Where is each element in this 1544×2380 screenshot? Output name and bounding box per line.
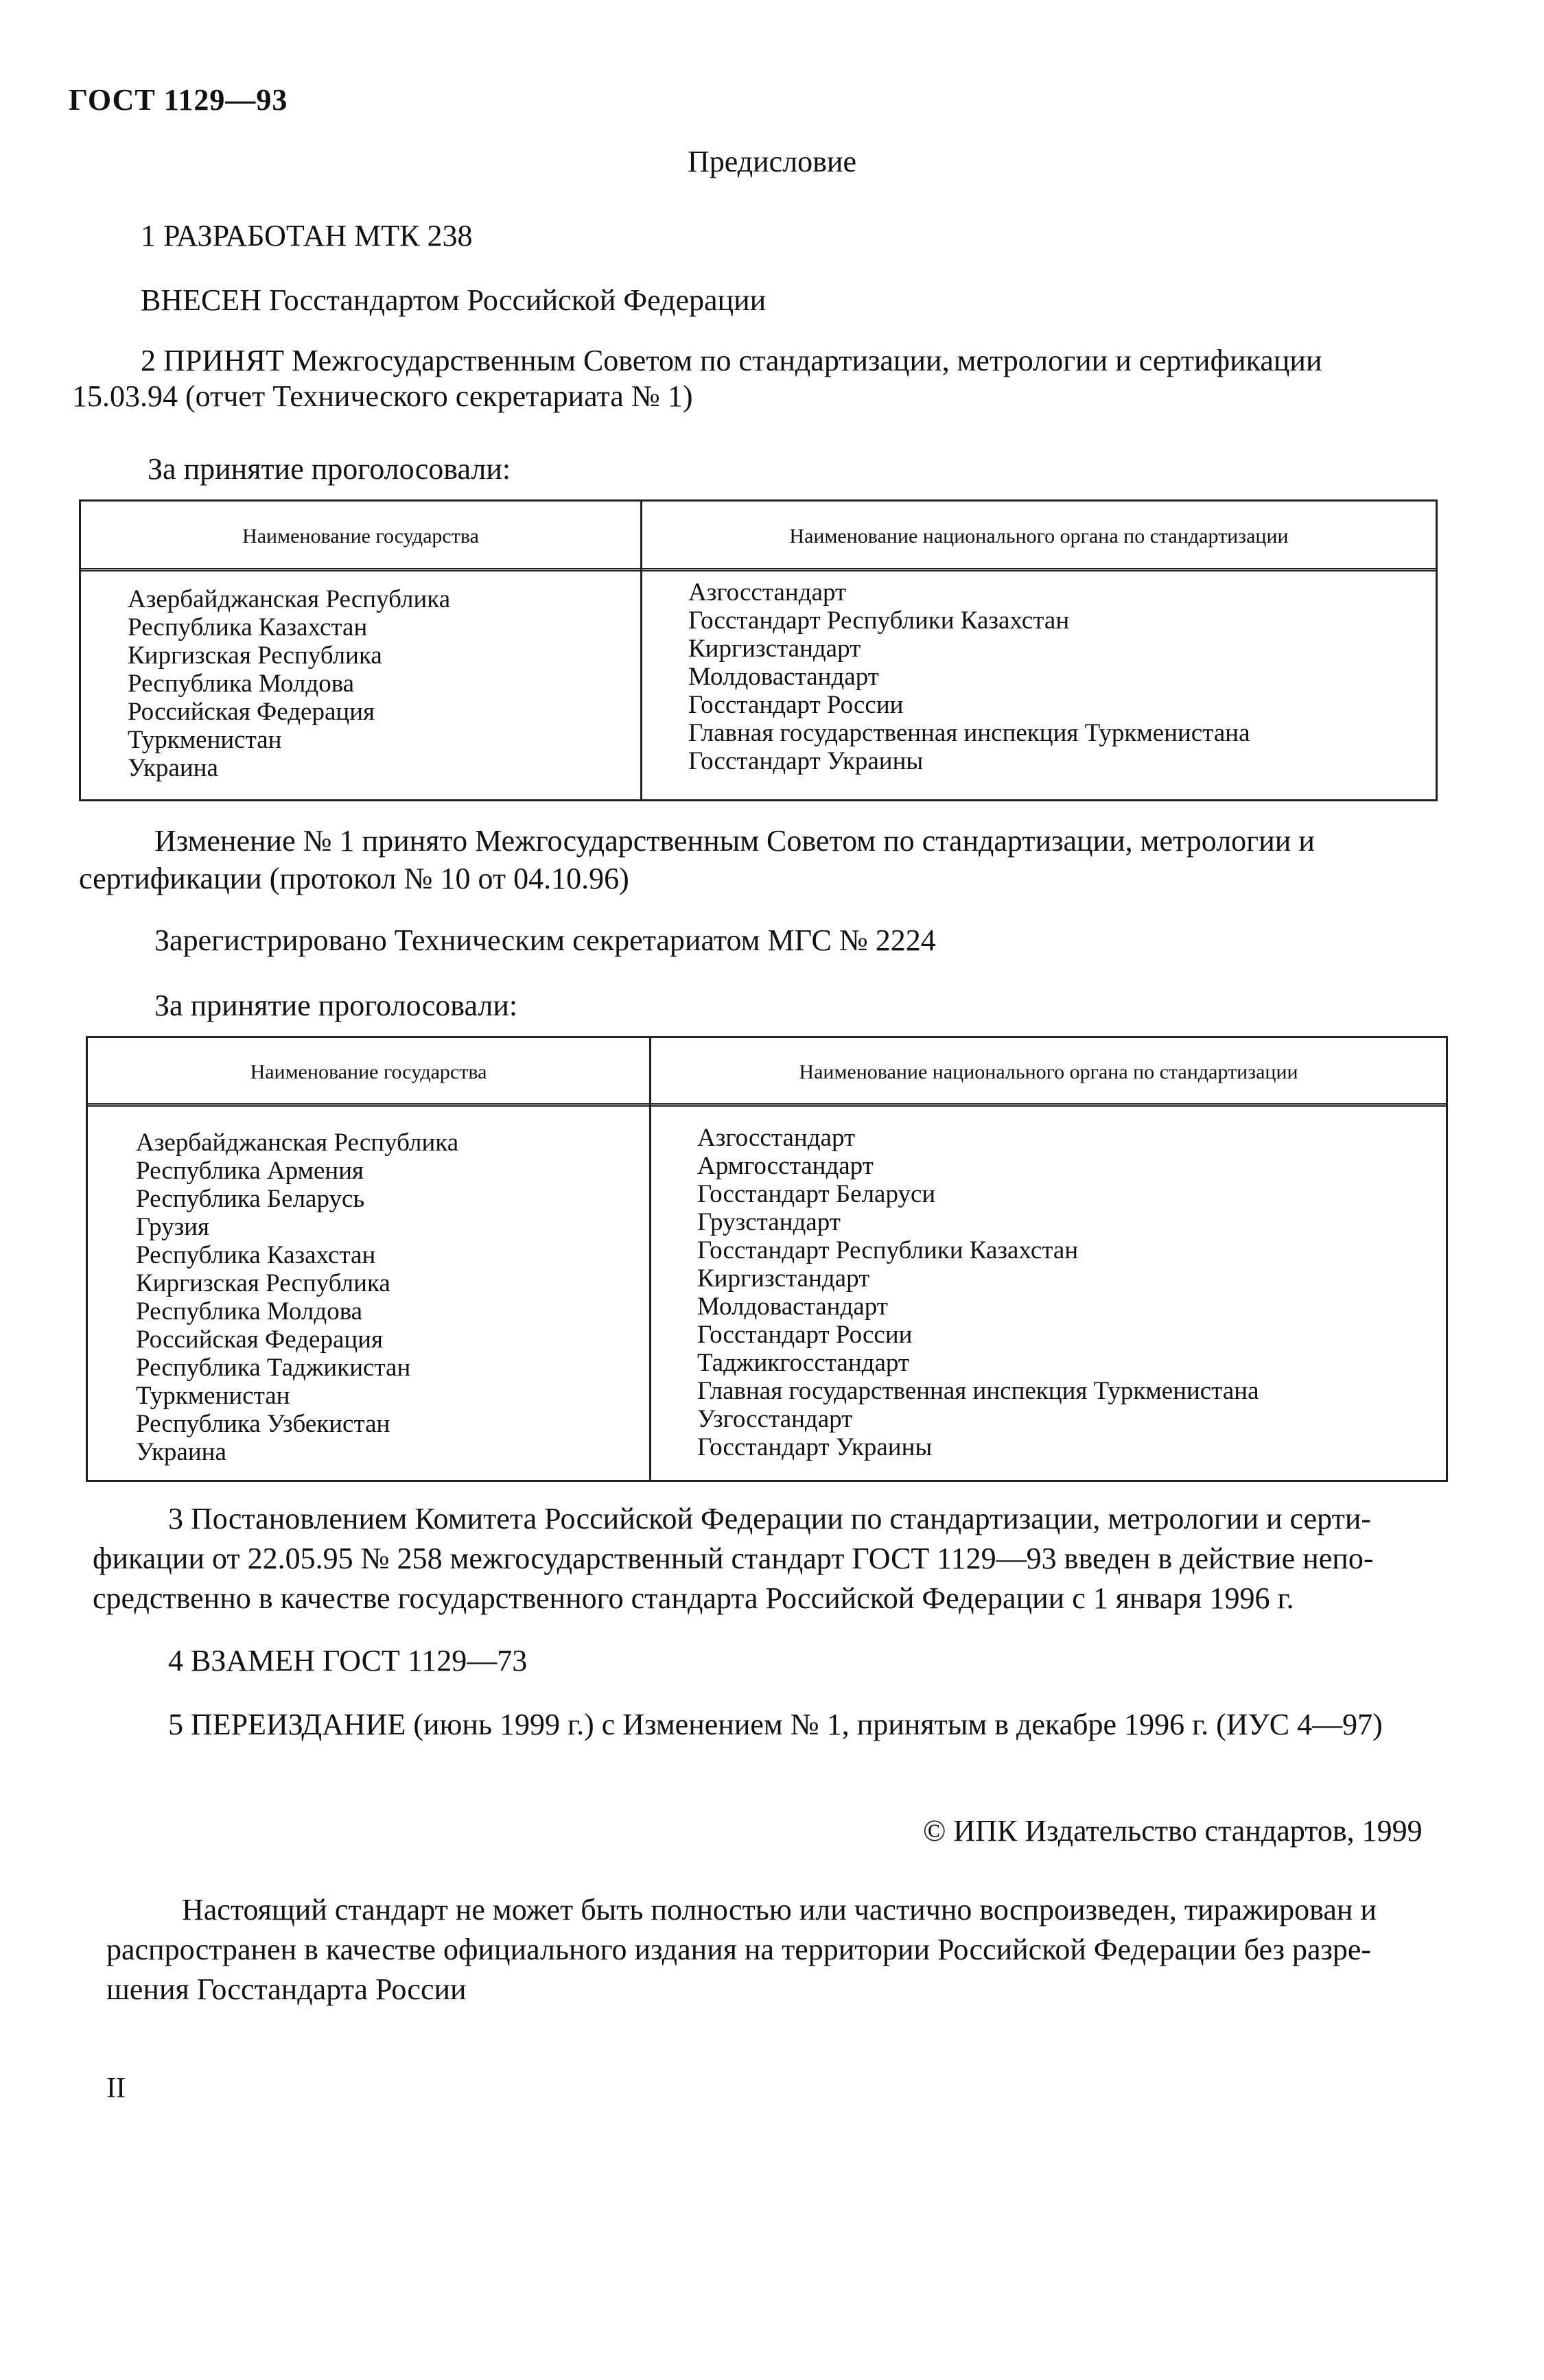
notice-line: распространен в качестве официального издания на территории Российской Федерации без разре- [106, 1933, 1372, 1966]
standards-body-name: Киргизстандарт [688, 635, 861, 663]
amendment-line2: сертификации (протокол № 10 от 04.10.96) [79, 862, 629, 895]
foreword-title: Предисловие [688, 145, 856, 178]
voted-for-label-1: За принятие проголосовали: [148, 452, 511, 486]
resolution-line: 3 Постановлением Комитета Российской Федерации по стандартизации, метрологии и серти- [168, 1502, 1372, 1535]
standards-body-name: Азгосстандарт [697, 1124, 856, 1152]
body-list [688, 578, 1250, 775]
standards-body-name: Главная государственная инспекция Туркменистана [697, 1377, 1259, 1405]
column-header-body: Наименование национального органа по стандартизации [799, 1061, 1298, 1083]
state-name: Республика Беларусь [136, 1185, 365, 1213]
state-name: Республика Армения [136, 1157, 364, 1185]
standards-body-name: Госстандарт Украины [688, 747, 924, 775]
standards-body-name: Госстандарт Республики Казахстан [697, 1236, 1079, 1264]
registered-line: Зарегистрировано Техническим секретариатом МГС № 2224 [154, 923, 936, 957]
state-name: Киргизская Республика [128, 641, 382, 670]
standards-body-name: Молдовастандарт [688, 663, 879, 691]
copyright-line: © ИПК Издательство стандартов, 1999 [923, 1814, 1423, 1848]
standards-body-name: Главная государственная инспекция Туркменистана [688, 719, 1250, 747]
standards-body-name: Армгосстандарт [697, 1152, 874, 1180]
state-list [128, 585, 450, 782]
standards-body-name: Госстандарт России [688, 691, 904, 719]
state-name: Республика Таджикистан [136, 1354, 411, 1382]
state-name: Украина [128, 754, 218, 782]
item-adopted-line2: 15.03.94 (отчет Технического секретариата № 1) [72, 379, 693, 413]
standards-body-name: Госстандарт Республики Казахстан [688, 606, 1070, 635]
voting-table-1 [79, 499, 1438, 801]
state-name: Украина [136, 1438, 226, 1466]
state-list [136, 1129, 458, 1466]
state-name: Республика Казахстан [136, 1241, 376, 1269]
state-name: Республика Молдова [128, 670, 355, 698]
standard-code-header: ГОСТ 1129—93 [69, 83, 288, 117]
state-name: Грузия [136, 1213, 210, 1241]
notice-line: шения Госстандарта России [106, 1972, 467, 2006]
page-number: II [106, 2073, 126, 2104]
resolution-paragraph [93, 1499, 1465, 1618]
standards-body-name: Грузстандарт [697, 1208, 841, 1236]
standards-body-name: Госстандарт России [697, 1321, 913, 1349]
resolution-line: фикации от 22.05.95 № 258 межгосударственный стандарт ГОСТ 1129—93 введен в действие непо- [93, 1542, 1374, 1575]
voting-table-2 [86, 1036, 1448, 1482]
replaces-line: 4 ВЗАМЕН ГОСТ 1129—73 [168, 1644, 528, 1677]
reissue-line: 5 ПЕРЕИЗДАНИЕ (июнь 1999 г.) с Изменением № 1, принятым в декабре 1996 г. (ИУС 4—97) [168, 1708, 1383, 1741]
reproduction-notice [106, 1890, 1465, 2010]
state-name: Республика Молдова [136, 1297, 363, 1326]
state-name: Республика Казахстан [128, 613, 368, 641]
state-name: Азербайджанская Республика [128, 585, 451, 613]
item-adopted-line1: 2 ПРИНЯТ Межгосударственным Советом по стандартизации, метрологии и сертификации [141, 344, 1322, 377]
standards-body-name: Азгосстандарт [688, 578, 847, 606]
standards-body-name: Госстандарт Украины [697, 1433, 933, 1461]
state-name: Туркменистан [128, 726, 282, 754]
voted-for-label-2: За принятие проголосовали: [154, 989, 518, 1022]
item-developed: 1 РАЗРАБОТАН МТК 238 [141, 219, 473, 252]
state-name: Российская Федерация [136, 1326, 384, 1354]
standards-body-name: Таджикгосстандарт [697, 1349, 910, 1377]
column-header-body: Наименование национального органа по стандартизации [789, 525, 1289, 547]
standards-body-name: Молдовастандарт [697, 1293, 888, 1321]
column-header-state: Наименование государства [242, 525, 479, 547]
item-introduced: ВНЕСЕН Госстандартом Российской Федерации [141, 283, 767, 317]
body-list [697, 1124, 1259, 1461]
notice-line: Настоящий стандарт не может быть полностью или частично воспроизведен, тиражирован и [182, 1893, 1377, 1927]
state-name: Азербайджанская Республика [136, 1129, 459, 1157]
state-name: Республика Узбекистан [136, 1410, 390, 1438]
standards-body-name: Киргизстандарт [697, 1264, 870, 1293]
column-header-state: Наименование государства [250, 1061, 487, 1083]
state-name: Киргизская Республика [136, 1269, 390, 1297]
state-name: Туркменистан [136, 1382, 290, 1410]
state-name: Российская Федерация [128, 698, 375, 726]
resolution-line: средственно в качестве государственного стандарта Российской Федерации с 1 января 1996 г. [93, 1581, 1294, 1615]
amendment-line1: Изменение № 1 принято Межгосударственным Советом по стандартизации, метрологии и [154, 824, 1315, 858]
standards-body-name: Узгосстандарт [697, 1405, 853, 1433]
standards-body-name: Госстандарт Беларуси [697, 1180, 936, 1208]
